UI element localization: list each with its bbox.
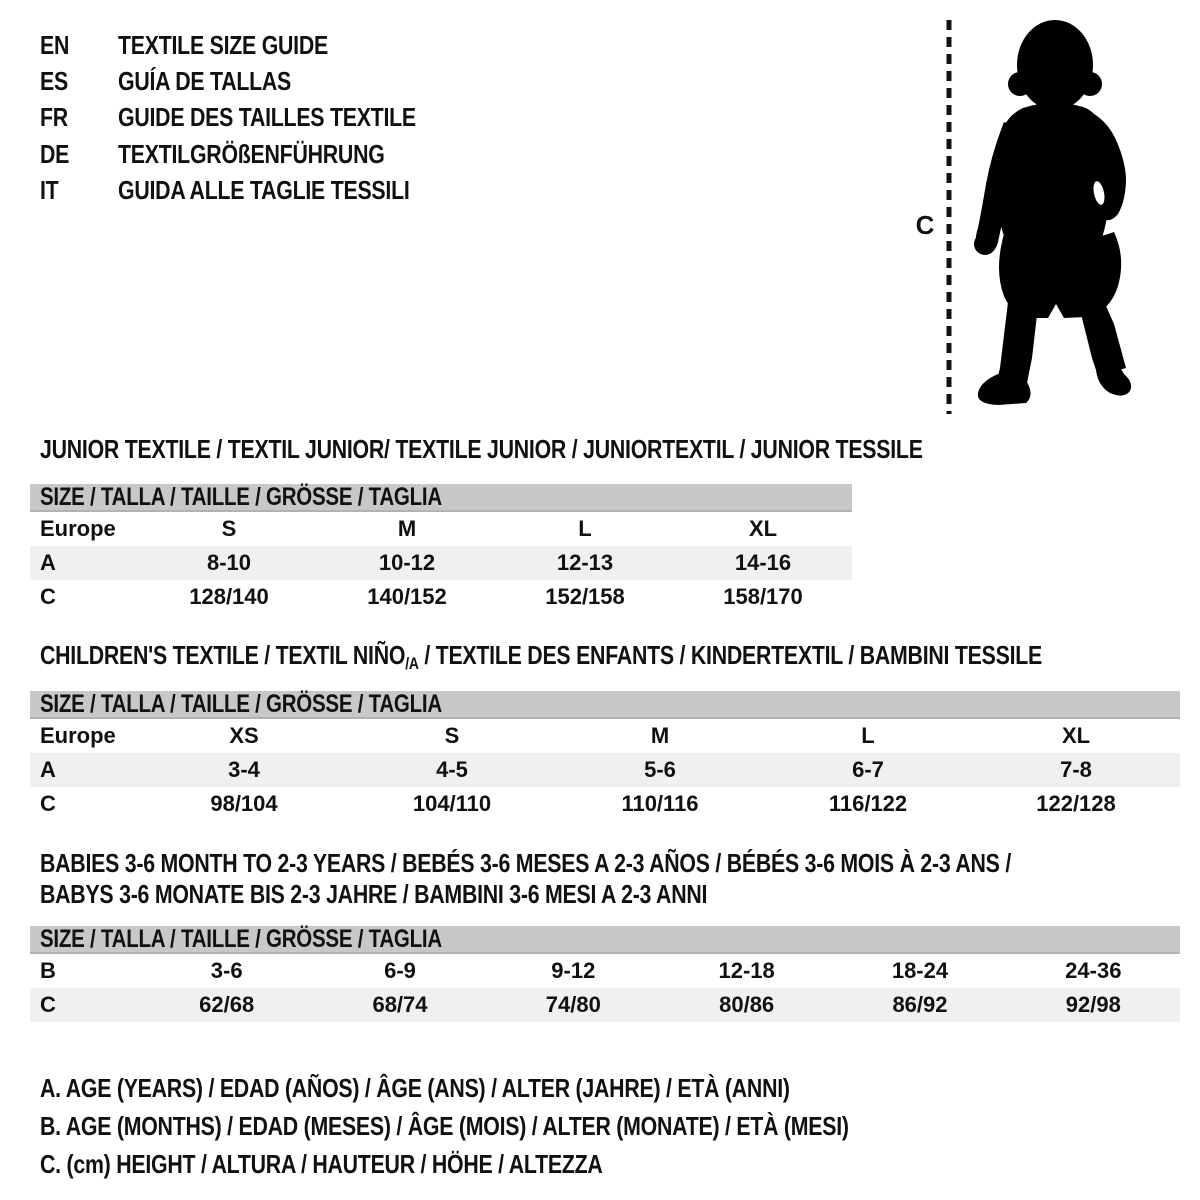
- babies-section-title-line2: BABYS 3-6 MONATE BIS 2-3 JAHRE / BAMBINI 3-6 MESI A 2-3 ANNI: [40, 879, 708, 909]
- size-cell: 4-5: [436, 757, 468, 782]
- height-dotted-line: [946, 18, 952, 416]
- size-cell: XL: [1061, 723, 1091, 748]
- language-row: [40, 30, 374, 60]
- language-code: FR: [40, 102, 68, 132]
- language-label: GUIDE DES TAILLES TEXTILE: [118, 102, 416, 132]
- table-row: [30, 954, 1180, 988]
- children-section-title: CHILDREN'S TEXTILE / TEXTIL NIÑO/A / TEXTILE DES ENFANTS / KINDERTEXTIL / BAMBINI TESSILE: [40, 640, 1043, 673]
- size-cell: 3-4: [228, 757, 260, 782]
- size-cell: 110/116: [621, 791, 699, 816]
- row-label: C: [40, 791, 56, 816]
- language-label: GUIDA ALLE TAGLIE TESSILI: [118, 175, 410, 205]
- baby-silhouette-icon: [968, 18, 1132, 418]
- junior-section-title: JUNIOR TEXTILE / TEXTIL JUNIOR/ TEXTILE JUNIOR / JUNIORTEXTIL / JUNIOR TESSILE: [40, 434, 923, 464]
- babies-section-title-line1: BABIES 3-6 MONTH TO 2-3 YEARS / BEBÉS 3-6 MESES A 2-3 AÑOS / BÉBÉS 3-6 MOIS À 2-3 ANS /: [40, 848, 1012, 878]
- size-cell: L: [861, 723, 875, 748]
- table-row: [30, 580, 852, 614]
- row-label: C: [40, 992, 56, 1017]
- size-cell: M: [397, 516, 417, 541]
- size-header-bar: SIZE / TALLA / TAILLE / GRÖSSE / TAGLIA: [30, 926, 1180, 954]
- row-label: Europe: [40, 516, 116, 541]
- row-label: A: [40, 550, 56, 575]
- size-cell: 98/104: [210, 791, 278, 816]
- table-row: [30, 988, 1180, 1022]
- language-row: [40, 102, 481, 132]
- row-label: A: [40, 757, 56, 782]
- size-cell: 74/80: [545, 992, 601, 1017]
- size-cell: 24-36: [1065, 958, 1122, 983]
- language-code: ES: [40, 66, 68, 96]
- size-cell: 6-7: [852, 757, 884, 782]
- size-cell: XS: [229, 723, 259, 748]
- size-cell: 62/68: [199, 992, 255, 1017]
- size-cell: 7-8: [1060, 757, 1092, 782]
- size-cell: L: [578, 516, 592, 541]
- size-cell: 9-12: [551, 958, 596, 983]
- legend-line-b: B. AGE (MONTHS) / EDAD (MESES) / ÂGE (MOIS) / ALTER (MONATE) / ETÀ (MESI): [40, 1111, 849, 1141]
- size-cell: 6-9: [384, 958, 416, 983]
- language-label: GUÍA DE TALLAS: [118, 66, 292, 96]
- junior-size-table: [30, 484, 852, 614]
- table-row: [30, 719, 1180, 753]
- language-label: TEXTILGRÖßENFÜHRUNG: [118, 139, 385, 169]
- size-cell: 140/152: [367, 584, 447, 609]
- babies-size-table: [30, 926, 1180, 1022]
- language-code: EN: [40, 30, 70, 60]
- size-header-bar: SIZE / TALLA / TAILLE / GRÖSSE / TAGLIA: [30, 691, 1180, 719]
- size-cell: 3-6: [210, 958, 243, 983]
- table-row: [30, 787, 1180, 821]
- language-code: IT: [40, 175, 59, 205]
- size-cell: 68/74: [372, 992, 428, 1017]
- language-code: DE: [40, 139, 70, 169]
- title-subscript: /A: [405, 654, 419, 673]
- size-cell: 104/110: [412, 791, 492, 816]
- size-cell: 12-13: [556, 550, 614, 575]
- size-header-bar: SIZE / TALLA / TAILLE / GRÖSSE / TAGLIA: [30, 484, 852, 512]
- size-cell: M: [650, 723, 670, 748]
- row-label: C: [40, 584, 56, 609]
- size-cell: 14-16: [734, 550, 792, 575]
- legend-line-c: C. (cm) HEIGHT / ALTURA / HAUTEUR / HÖHE / ALTEZZA: [40, 1149, 603, 1179]
- row-label: B: [40, 958, 56, 983]
- height-marker-label: C: [915, 210, 935, 240]
- legend-line-a: A. AGE (YEARS) / EDAD (AÑOS) / ÂGE (ANS) / ALTER (JAHRE) / ETÀ (ANNI): [40, 1073, 790, 1103]
- table-row: [30, 512, 852, 546]
- size-cell: 86/92: [892, 992, 948, 1017]
- children-size-table: [30, 691, 1180, 821]
- size-cell: 152/158: [545, 584, 625, 609]
- size-cell: S: [444, 723, 460, 748]
- size-cell: 10-12: [378, 550, 436, 575]
- language-label: TEXTILE SIZE GUIDE: [118, 30, 328, 60]
- size-cell: XL: [748, 516, 778, 541]
- size-cell: 8-10: [206, 550, 252, 575]
- size-cell: 5-6: [644, 757, 676, 782]
- row-label: Europe: [40, 723, 116, 748]
- size-cell: 128/140: [189, 584, 269, 609]
- language-row: [40, 66, 329, 96]
- table-row: [30, 753, 1180, 787]
- size-cell: 12-18: [718, 958, 775, 983]
- size-cell: 116/122: [828, 791, 908, 816]
- size-cell: 18-24: [891, 958, 949, 983]
- size-cell: 158/170: [723, 584, 803, 609]
- size-cell: 80/86: [719, 992, 775, 1017]
- size-cell: S: [221, 516, 237, 541]
- language-row: [40, 175, 474, 205]
- size-cell: 122/128: [1036, 791, 1116, 816]
- table-row: [30, 546, 852, 580]
- size-cell: 92/98: [1065, 992, 1121, 1017]
- language-row: [40, 139, 443, 169]
